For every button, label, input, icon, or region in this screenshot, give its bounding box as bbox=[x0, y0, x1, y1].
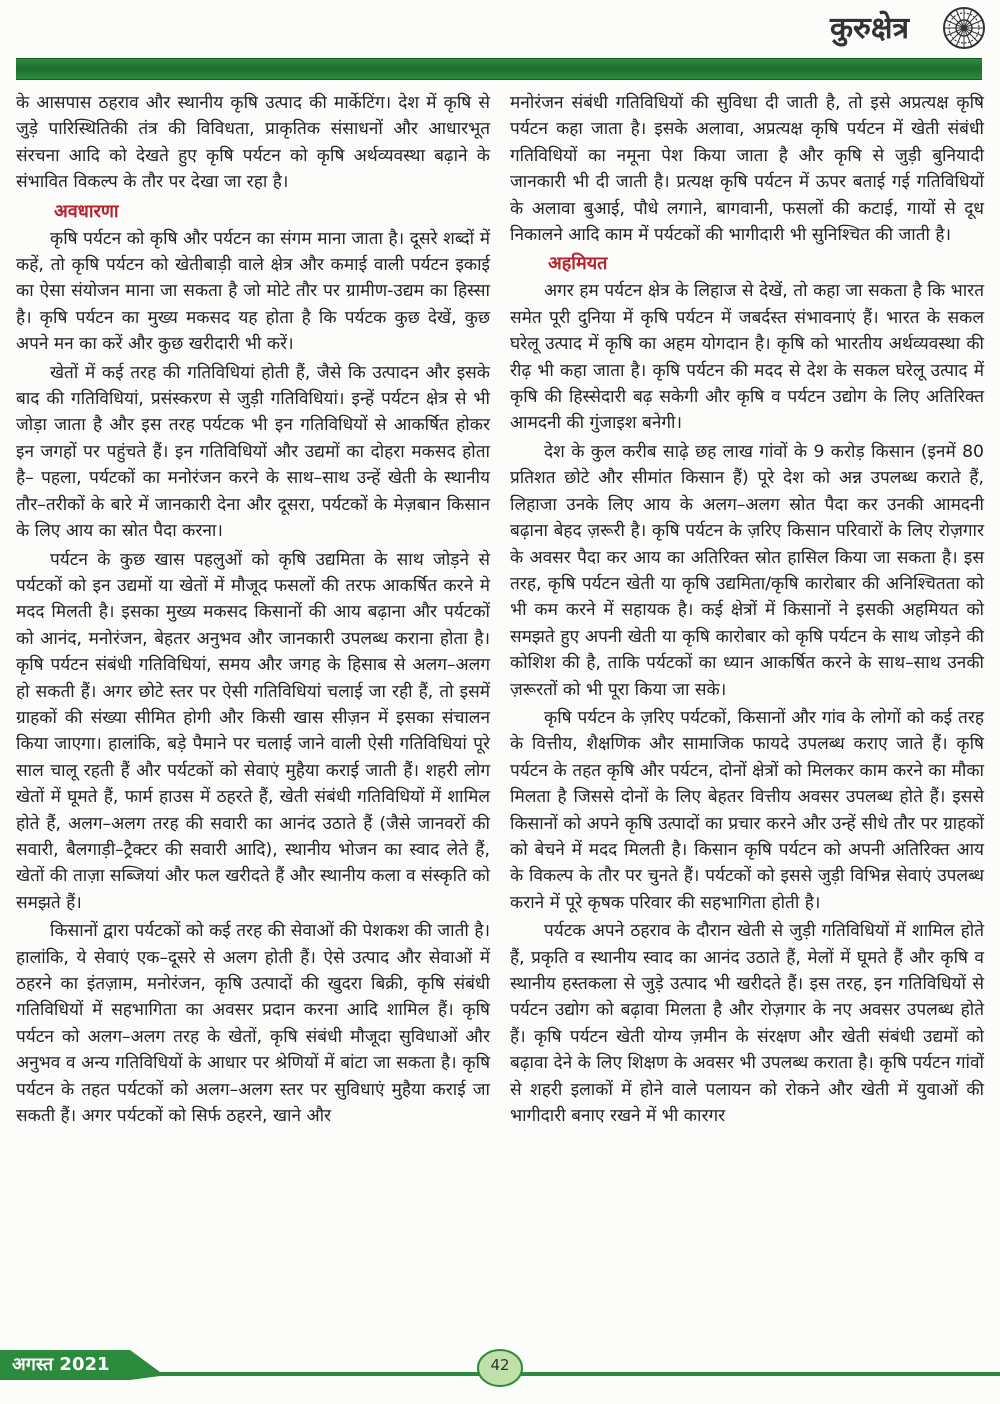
right-column bbox=[510, 90, 984, 1131]
section-heading: अहमियत bbox=[548, 253, 608, 275]
section-heading: अवधारणा bbox=[54, 200, 119, 222]
header-band bbox=[16, 58, 982, 80]
page-number: 42 bbox=[490, 1356, 510, 1374]
paragraph: के आसपास ठहराव और स्थानीय कृषि उत्पाद की मार्केटिंग। देश में कृषि से जुड़े पारिस्थितिकी तंत्र की विविधता, प्राकृतिक संसाधनों और आधारभूत संरचना आदि को देखते हुए कृषि पर्यटन को कृषि अर्थव्यवस्था बढ़ाने के संभावित विकल्प के तौर पर देखा जा रहा है। bbox=[16, 93, 490, 193]
paragraph: मनोरंजन संबंधी गतिविधियों की सुविधा दी जाती है, तो इसे अप्रत्यक्ष कृषि पर्यटन कहा जाता है। इसके अलावा, अप्रत्यक्ष कृषि पर्यटन में खेती संबंधी गतिविधियों का नमूना पेश किया जाता है और कृषि से जुड़ी बुनियादी जानकारी भी दी जाती है। प्रत्यक्ष कृषि पर्यटन में ऊपर बताई गई गतिविधियों के अलावा बुआई, पौधे लगाने, बागवानी, फसलों की कटाई, गायों से दूध निकालने आदि काम में पर्यटकों की भागीदारी भी सुनिश्चित की जाती है। bbox=[510, 93, 984, 246]
left-column bbox=[16, 90, 490, 1131]
paragraph: किसानों द्वारा पर्यटकों को कई तरह की सेवाओं की पेशकश की जाती है। हालांकि, ये सेवाएं एक–दूसरे से अलग होती हैं। ऐसे उत्पाद और सेवाओं में ठहरने का इंतज़ाम, मनोरंजन, कृषि उत्पादों की खुदरा बिक्री, कृषि संबंधी गतिविधियों में सहभागिता का अवसर प्रदान करना आदि शामिल हैं। कृषि पर्यटन को अलग–अलग तरह के खेतों, कृषि संबंधी मौजूदा सुविधाओं और अनुभव व अन्य गतिविधियों के आधार पर श्रेणियों में बांटा जा सकता है। कृषि पर्यटन के तहत पर्यटकों को अलग–अलग स्तर पर सुविधाएं मुहैया कराई जा सकती हैं। अगर पर्यटकों को सिर्फ ठहरने, खाने और bbox=[16, 921, 490, 1127]
paragraph: पर्यटक अपने ठहराव के दौरान खेती से जुड़ी गतिविधियों में शामिल होते हैं, प्रकृति व स्थानीय स्वाद का आनंद उठाते हैं, मेलों में घूमते हैं और कृषि व स्थानीय हस्तकला से जुड़े उत्पाद भी खरीदते हैं। इस तरह, इन गतिविधियों से पर्यटन उद्योग को बढ़ावा मिलता है और रोज़गार के नए अवसर उपलब्ध होते हैं। कृषि पर्यटन खेती योग्य ज़मीन के संरक्षण और खेती संबंधी उद्यमों को बढ़ावा देने के लिए शिक्षण के अवसर भी उपलब्ध कराता है। कृषि पर्यटन गांवों से शहरी इलाकों में होने वाले पलायन को रोकने और खेती में युवाओं की भागीदारी बनाए रखने में भी कारगर bbox=[510, 921, 984, 1127]
paragraph: खेतों में कई तरह की गतिविधियां होती हैं, जैसे कि उत्पादन और इसके बाद की गतिविधियां, प्रसंस्करण से जुड़ी गतिविधियां। इन्हें पर्यटन क्षेत्र से भी जोड़ा जाता है और इस तरह पर्यटक भी इन गतिविधियों से आकर्षित होकर इन जगहों पर पहुंचते हैं। इन गतिविधियों और उद्यमों का दोहरा मकसद होता है– पहला, पर्यटकों का मनोरंजन करने के साथ–साथ उन्हें खेती के स्थानीय तौर–तरीकों के बारे में जानकारी देना और दूसरा, पर्यटकों के मेज़बान किसान के लिए आय का स्रोत पैदा करना। bbox=[16, 362, 490, 542]
paragraph: कृषि पर्यटन को कृषि और पर्यटन का संगम माना जाता है। दूसरे शब्दों में कहें, तो कृषि पर्यटन को खेतीबाड़ी वाले क्षेत्र और कमाई वाली पर्यटन इकाई का ऐसा संयोजन माना जा सकता है जो मोटे तौर पर ग्रामीण-उद्यम का हिस्सा है। कृषि पर्यटन का मुख्य मकसद यह होता है कि पर्यटक कुछ देखें, कुछ अपने मन का करें और कुछ खरीदारी भी करें। bbox=[16, 228, 490, 355]
magazine-title: कुरुक्षेत्र bbox=[830, 11, 910, 46]
paragraph: देश के कुल करीब साढ़े छह लाख गांवों के 9 करोड़ किसान (इनमें 80 प्रतिशत छोटे और सीमांत किसान हैं) पूरे देश को अन्न उपलब्ध कराते हैं, लिहाजा उनके लिए आय के अलग–अलग स्रोत पैदा कर उनकी आमदनी बढ़ाना बेहद ज़रूरी है। कृषि पर्यटन के ज़रिए किसान परिवारों के लिए रोज़गार के अवसर पैदा कर आय का अतिरिक्त स्रोत हासिल किया जा सकता है। इस तरह, कृषि पर्यटन खेती या कृषि उद्यमिता/कृषि कारोबार की अनिश्चितता को भी कम करने में सहायक है। कई क्षेत्रों में किसानों ने इसकी अहमियत को समझते हुए अपनी खेती या कृषि कारोबार को कृषि पर्यटन के साथ जोड़ने की कोशिश की है, ताकि पर्यटकों का ध्यान आकर्षित करने के साथ–साथ उनकी ज़रूरतों को भी पूरा किया जा सके। bbox=[510, 441, 984, 700]
paragraph: पर्यटन के कुछ खास पहलुओं को कृषि उद्यमिता के साथ जोड़ने से पर्यटकों को इन उद्यमों या खेतों में मौजूद फसलों की तरफ आकर्षित करने मे मदद मिलती है। इसका मुख्य मकसद किसानों की आय बढ़ाना और पर्यटकों को आनंद, मनोरंजन, बेहतर अनुभव और जानकारी उपलब्ध कराना होता है। कृषि पर्यटन संबंधी गतिविधियां, समय और जगह के हिसाब से अलग–अलग हो सकती हैं। अगर छोटे स्तर पर ऐसी गतिविधियां चलाई जा रही हैं, तो इसमें ग्राहकों की संख्या सीमित होगी और किसी खास सीज़न में इसका संचालन किया जाएगा। हालांकि, बड़े पैमाने पर चलाई जाने वाली ऐसी गतिविधियां पूरे साल चालू रहती हैं और पर्यटकों को सेवाएं मुहैया कराई जाती हैं। शहरी लोग खेतों में घूमते हैं, फार्म हाउस में ठहरते हैं, खेती संबंधी गतिविधियों में शामिल होते हैं, अलग–अलग तरह की सवारी का आनंद उठाते हैं (जैसे जानवरों की सवारी, बैलगाड़ी–ट्रैक्टर की सवारी आदि), स्थानीय भोजन का स्वाद लेते हैं, खेतों की ताज़ा सब्जियां और फल खरीदते हैं और स्थानीय कला व संस्कृति को समझते हैं। bbox=[16, 549, 490, 913]
paragraph: कृषि पर्यटन के ज़रिए पर्यटकों, किसानों और गांव के लोगों को कई तरह के वित्तीय, शैक्षणिक और सामाजिक फायदे उपलब्ध कराए जाते हैं। कृषि पर्यटन के तहत कृषि और पर्यटन, दोनों क्षेत्रों को मिलकर काम करने का मौका मिलता है जिससे दोनों के लिए बेहतर वित्तीय अवसर उपलब्ध होते हैं। इससे किसानों को अपने कृषि उत्पादों का प्रचार करने और उन्हें सीधे तौर पर ग्राहकों को बेचने में मदद मिलती है। किसान कृषि पर्यटन को अपनी अतिरिक्त आय के विकल्प के तौर पर चुनते हैं। पर्यटकों को इससे जुड़ी विभिन्न सेवाएं उपलब्ध कराने में पूरे कृषक परिवार की सहभागिता होती है। bbox=[510, 707, 984, 913]
dharma-chakra-icon bbox=[942, 6, 986, 50]
masthead bbox=[780, 4, 990, 54]
issue-date: अगस्त 2021 bbox=[12, 1354, 110, 1375]
paragraph: अगर हम पर्यटन क्षेत्र के लिहाज से देखें, तो कहा जा सकता है कि भारत समेत पूरी दुनिया में कृषि पर्यटन में जबर्दस्त संभावनाएं हैं। भारत के सकल घरेलू उत्पाद में कृषि का अहम योगदान है। कृषि को भारतीय अर्थव्यवस्था की रीढ़ भी कहा जाता है। कृषि पर्यटन की मदद से देश के सकल घरेलू उत्पाद में कृषि की हिस्सेदारी बढ़ सकेगी और कृषि व पर्यटन उद्योग के लिए अतिरिक्त आमदनी की गुंजाइश बनेगी। bbox=[510, 281, 984, 434]
